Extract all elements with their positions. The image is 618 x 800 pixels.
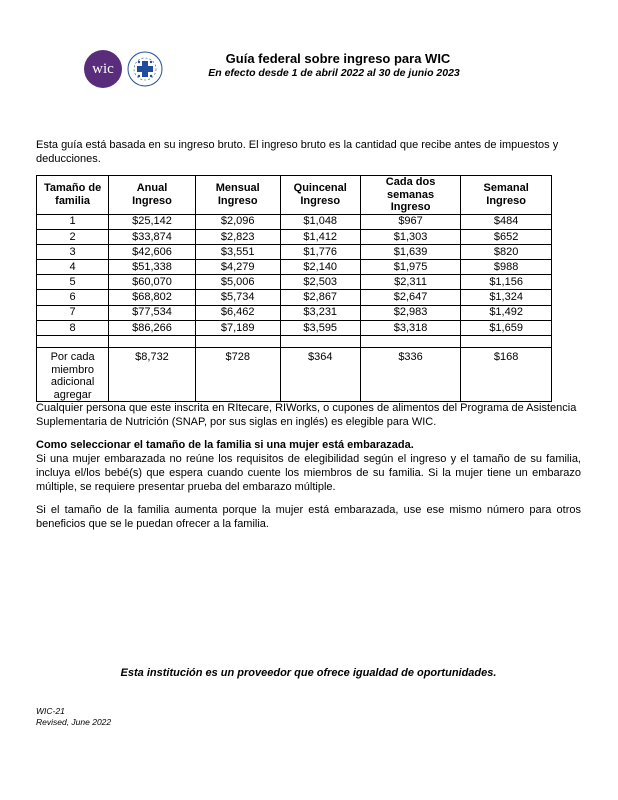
table-cell: $2,311: [360, 275, 460, 290]
table-cell: $77,534: [109, 305, 196, 320]
table-cell: $4,279: [195, 260, 280, 275]
intro-text: Esta guía está basada en su ingreso bruto. El ingreso bruto es la cantidad que recibe antes de impuestos y deducciones.: [36, 139, 559, 165]
additional-member-label: Por cada miembro adicional agregar: [37, 348, 109, 402]
table-cell: $484: [461, 214, 552, 229]
table-cell: $42,606: [109, 244, 196, 259]
table-cell: $1,659: [461, 320, 552, 335]
table-cell: 2: [37, 229, 109, 244]
table-cell: $3,318: [360, 320, 460, 335]
table-cell: $5,734: [195, 290, 280, 305]
table-cell: $1,492: [461, 305, 552, 320]
table-row: [37, 275, 552, 290]
table-cell: 1: [37, 214, 109, 229]
table-cell: $6,462: [195, 305, 280, 320]
table-cell: $2,140: [280, 260, 360, 275]
income-guidelines-table: [36, 175, 552, 402]
table-cell: 6: [37, 290, 109, 305]
logos: [84, 50, 166, 90]
pregnancy-paragraph: Si una mujer embarazada no reúne los requisitos de elegibilidad según el ingreso y el tamaño de su familia, incluya el/los bebé(s) que espera cuando cuente los miembros de su familia. Si la mujer tiene un embarazo múltiple, se requiere presentar prueba del embarazo múltiple.: [36, 453, 581, 493]
table-spacer-row: [37, 336, 552, 348]
header-biweekly: Cada dos semanas Ingreso: [360, 176, 460, 215]
table-cell: $2,867: [280, 290, 360, 305]
wic-logo: wic: [84, 50, 122, 88]
table-cell: $2,983: [360, 305, 460, 320]
table-row: [37, 320, 552, 335]
table-row: [37, 290, 552, 305]
table-cell: $1,776: [280, 244, 360, 259]
header-family-size: Tamaño de familia: [37, 176, 109, 215]
table-cell: 8: [37, 320, 109, 335]
ri-health-seal-icon: [126, 50, 164, 88]
header-annual: Anual Ingreso: [109, 176, 196, 215]
table-cell: $68,802: [109, 290, 196, 305]
table-cell: $3,551: [195, 244, 280, 259]
table-cell: $8,732: [109, 348, 196, 402]
table-cell: 5: [37, 275, 109, 290]
header-twice-monthly: Quincenal Ingreso: [280, 176, 360, 215]
table-row: [37, 260, 552, 275]
revision-date: Revised, June 2022: [36, 717, 112, 727]
table-cell: 4: [37, 260, 109, 275]
table-cell: $1,324: [461, 290, 552, 305]
table-cell: $86,266: [109, 320, 196, 335]
table-cell: $7,189: [195, 320, 280, 335]
header-monthly: Mensual Ingreso: [195, 176, 280, 215]
table-cell: $60,070: [109, 275, 196, 290]
table-cell: $336: [360, 348, 460, 402]
table-cell: $2,096: [195, 214, 280, 229]
table-cell: 3: [37, 244, 109, 259]
table-cell: $1,975: [360, 260, 460, 275]
table-cell: $1,639: [360, 244, 460, 259]
equal-opportunity-statement: Esta institución es un proveedor que ofrece igualdad de oportunidades.: [120, 667, 497, 679]
table-cell: $168: [461, 348, 552, 402]
table-cell: $728: [195, 348, 280, 402]
table-row: [37, 244, 552, 259]
table-cell: $3,595: [280, 320, 360, 335]
table-cell: $3,231: [280, 305, 360, 320]
table-row: [37, 305, 552, 320]
pregnancy-heading: Como seleccionar el tamaño de la familia si una mujer está embarazada.: [36, 439, 414, 451]
table-cell: $1,156: [461, 275, 552, 290]
table-cell: $5,006: [195, 275, 280, 290]
header-weekly: Semanal Ingreso: [461, 176, 552, 215]
table-cell: $51,338: [109, 260, 196, 275]
table-cell: 7: [37, 305, 109, 320]
eligibility-paragraph: Cualquier persona que este inscrita en RItecare, RIWorks, o cupones de alimentos del Programa de Asistencia Suplementaria de Nutrición (SNAP, por sus siglas en inglés) es elegible para WIC.: [36, 402, 577, 428]
table-cell: $33,874: [109, 229, 196, 244]
table-cell: $1,048: [280, 214, 360, 229]
page-title: Guía federal sobre ingreso para WIC: [225, 51, 451, 66]
table-cell: $1,303: [360, 229, 460, 244]
table-header-row: [37, 176, 552, 215]
table-cell: $2,823: [195, 229, 280, 244]
table-cell: $1,412: [280, 229, 360, 244]
table-cell: $364: [280, 348, 360, 402]
table-cell: $820: [461, 244, 552, 259]
table-row: [37, 229, 552, 244]
table-cell: $988: [461, 260, 552, 275]
table-cell: $967: [360, 214, 460, 229]
table-row: [37, 214, 552, 229]
page-subtitle: En efecto desde 1 de abril 2022 al 30 de junio 2023: [208, 67, 460, 79]
table-cell: $2,503: [280, 275, 360, 290]
additional-member-row: [37, 348, 552, 402]
form-footer: [36, 706, 111, 728]
family-size-paragraph: Si el tamaño de la familia aumenta porque la mujer está embarazada, use ese mismo número para otros beneficios que se le puedan ofrecer a la familia.: [36, 504, 581, 530]
table-cell: $25,142: [109, 214, 196, 229]
form-number: WIC-21: [36, 706, 65, 716]
table-cell: $652: [461, 229, 552, 244]
table-cell: $2,647: [360, 290, 460, 305]
